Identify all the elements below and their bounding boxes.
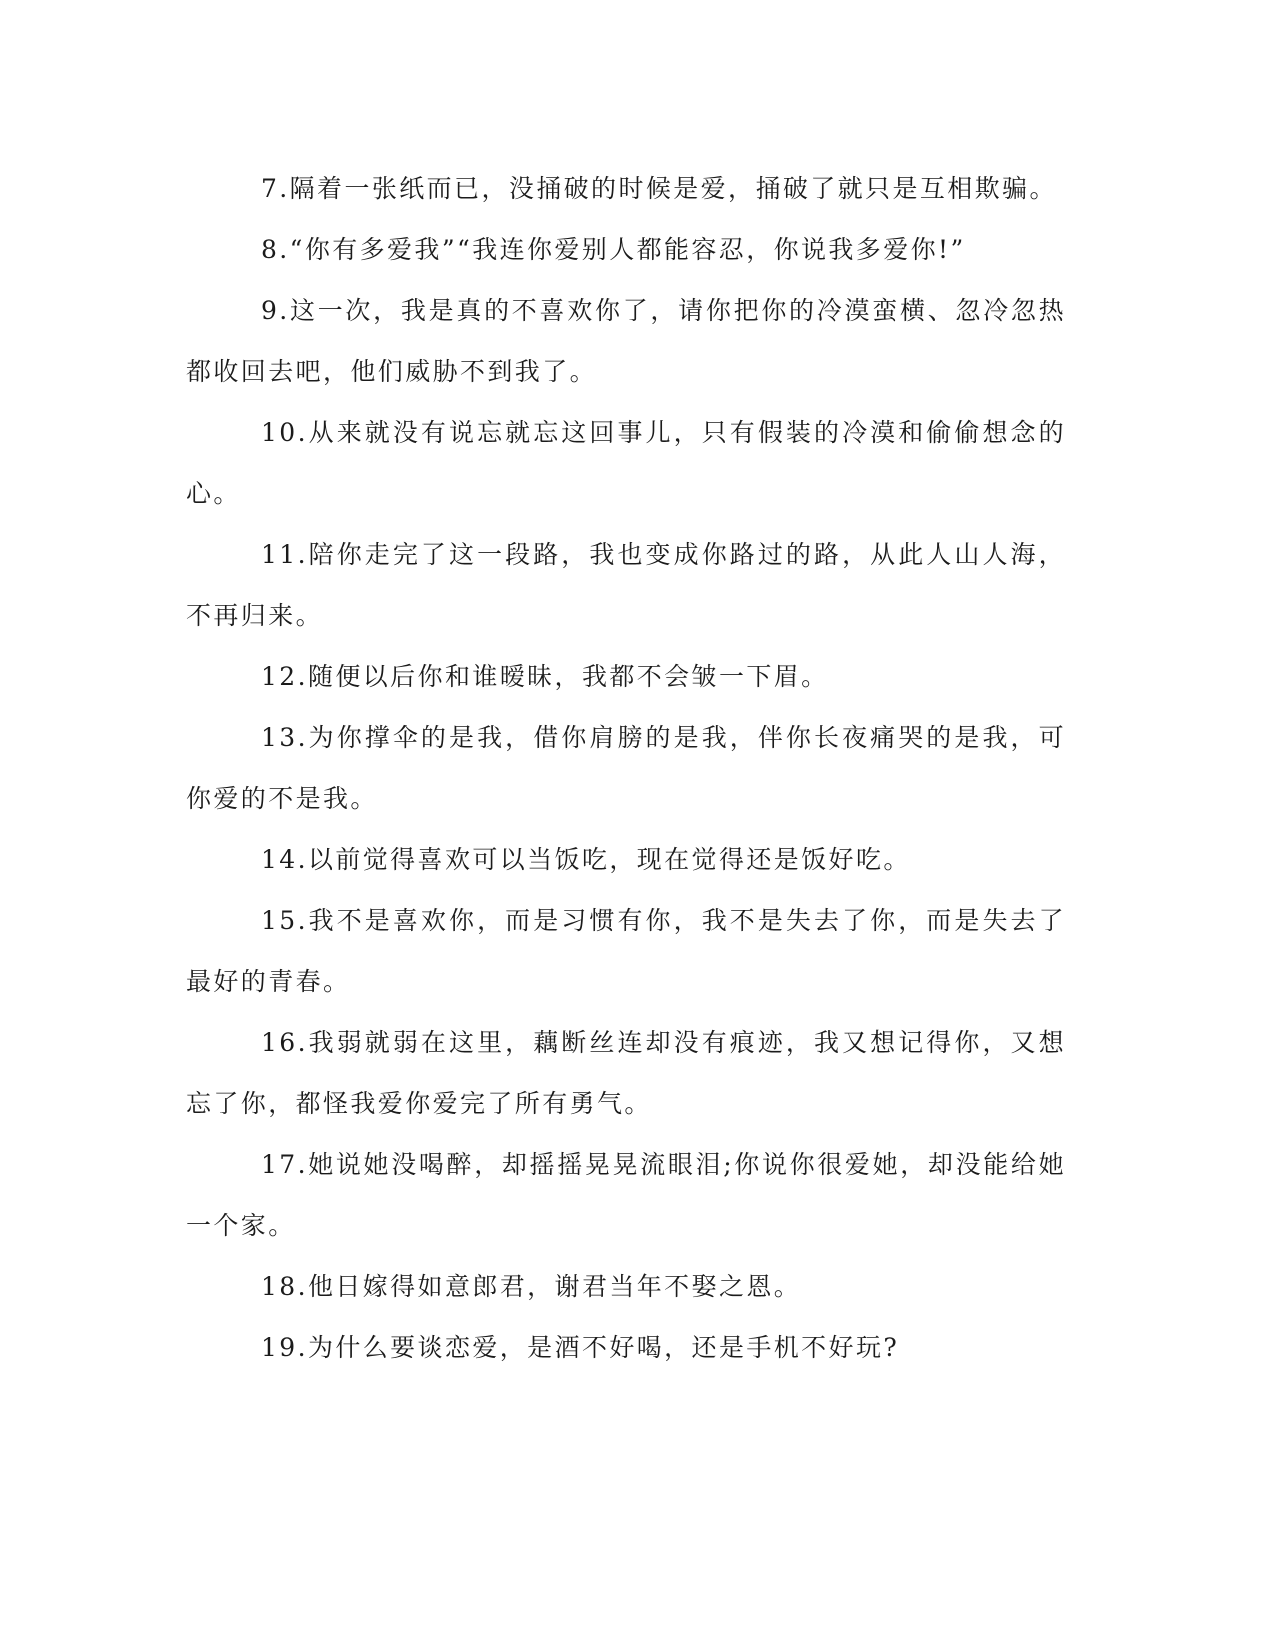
document-body [186,158,1066,1378]
paragraph-14: 14.以前觉得喜欢可以当饭吃，现在觉得还是饭好吃。 [261,845,911,874]
paragraph-9: 9.这一次，我是真的不喜欢你了，请你把你的冷漠蛮横、忽冷忽热都收回去吧，他们威胁不到我了。 [186,296,1066,386]
paragraph-15: 15.我不是喜欢你，而是习惯有你，我不是失去了你，而是失去了最好的青春。 [186,906,1066,996]
paragraph-16: 16.我弱就弱在这里，藕断丝连却没有痕迹，我又想记得你，又想忘了你，都怪我爱你爱完了所有勇气。 [186,1028,1066,1118]
paragraph-13: 13.为你撑伞的是我，借你肩膀的是我，伴你长夜痛哭的是我，可你爱的不是我。 [186,723,1066,813]
paragraph-19: 19.为什么要谈恋爱，是酒不好喝，还是手机不好玩? [261,1333,900,1362]
paragraph-7: 7.隔着一张纸而已，没捅破的时候是爱，捅破了就只是互相欺骗。 [261,174,1057,203]
paragraph-11: 11.陪你走完了这一段路，我也变成你路过的路，从此人山人海，不再归来。 [186,540,1066,630]
paragraph-10: 10.从来就没有说忘就忘这回事儿，只有假装的冷漠和偷偷想念的心。 [186,418,1066,508]
paragraph-12: 12.随便以后你和谁暧昧，我都不会皱一下眉。 [261,662,829,691]
paragraph-8: 8.“你有多爱我”“我连你爱别人都能容忍，你说我多爱你!” [261,235,966,264]
paragraph-17: 17.她说她没喝醉，却摇摇晃晃流眼泪;你说你很爱她，却没能给她一个家。 [186,1150,1066,1240]
paragraph-18: 18.他日嫁得如意郎君，谢君当年不娶之恩。 [261,1272,802,1301]
